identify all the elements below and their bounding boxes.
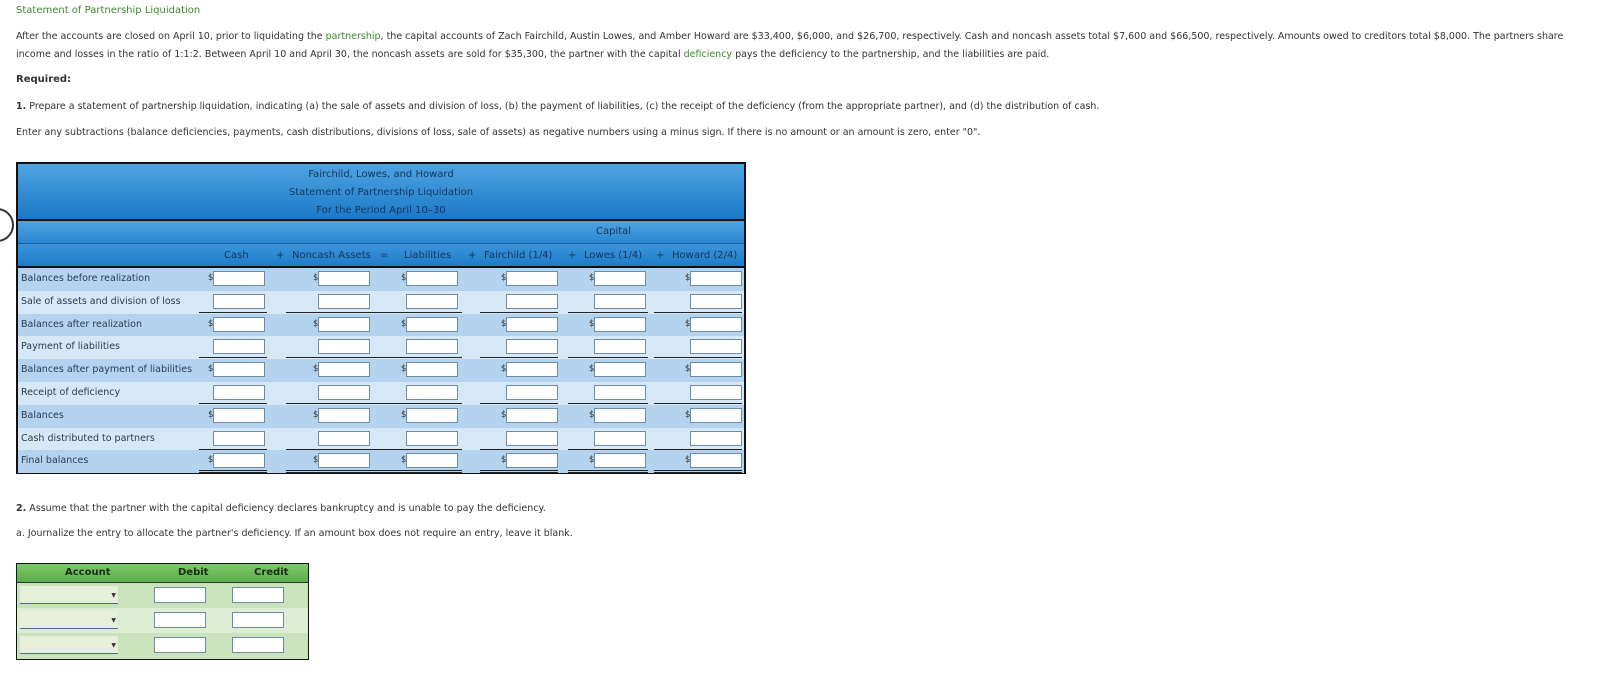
dollar-sign: $: [589, 455, 595, 466]
dollar-sign: $: [208, 409, 214, 420]
page-title: Statement of Partnership Liquidation: [16, 5, 201, 16]
amount-input[interactable]: [213, 362, 265, 377]
dollar-sign: $: [208, 364, 214, 375]
statement-row: [18, 405, 744, 428]
amount-input[interactable]: [213, 339, 265, 354]
journal-col-credit: Credit: [254, 567, 289, 578]
statement-row: [18, 291, 744, 314]
amount-input[interactable]: [594, 294, 646, 309]
total-double-rule: [374, 470, 462, 473]
total-double-rule: [480, 470, 558, 473]
dollar-sign: $: [685, 409, 691, 420]
amount-input[interactable]: [318, 453, 370, 468]
amount-input[interactable]: [213, 453, 265, 468]
deficiency-link[interactable]: deficiency: [683, 49, 733, 60]
dollar-sign: $: [401, 364, 407, 375]
statement-row: [18, 359, 744, 382]
statement-body: [18, 268, 744, 473]
col-lowes: Lowes (1/4): [584, 250, 643, 261]
amount-input[interactable]: [406, 317, 458, 332]
debit-input[interactable]: [154, 612, 206, 628]
dollar-sign: $: [401, 409, 407, 420]
problem-intro: After the accounts are closed on April 10, prior to liquidating the partnership, the capital accounts of Zach Fairchild, Austin Lowes, and Amber Howard are $33,400, $6,000, and $26,700, respectively. Cash and noncash assets total $7,600 and $66,500, respectively. Amounts owed to creditors total $8,000. The partners share income and losses in the ratio of 1:1:2. Between April 10 and April 30, the noncash assets are sold for $35,300, the partner with the capital deficiency pays the deficiency to the partnership, and the liabilities are paid.: [16, 31, 1564, 60]
amount-input[interactable]: [318, 362, 370, 377]
statement-heading-title: Statement of Partnership Liquidation: [288, 187, 474, 198]
dollar-sign: $: [313, 318, 319, 329]
dollar-sign: $: [208, 455, 214, 466]
dollar-sign: $: [685, 273, 691, 283]
statement-row: [18, 428, 744, 451]
statement-row: [18, 450, 744, 473]
dollar-sign: $: [313, 409, 319, 420]
journal-row: [17, 633, 308, 658]
col-cash: Cash: [224, 250, 249, 261]
amount-input[interactable]: [318, 317, 370, 332]
credit-input[interactable]: [232, 637, 284, 653]
statement-row: [18, 382, 744, 405]
op-plus: +: [276, 250, 285, 261]
row-label: Final balances: [21, 455, 89, 467]
amount-input[interactable]: [594, 317, 646, 332]
dollar-sign: $: [401, 455, 407, 466]
statement-row: [18, 268, 744, 291]
amount-input[interactable]: [506, 408, 558, 423]
dollar-sign: $: [501, 318, 507, 329]
amount-input[interactable]: [690, 385, 742, 400]
total-double-rule: [654, 470, 742, 473]
row-label: Payment of liabilities: [21, 341, 120, 353]
question-2a: a. Journalize the entry to allocate the partner's deficiency. If an amount box does not require an entry, leave it blank.: [16, 528, 573, 539]
amount-input[interactable]: [506, 339, 558, 354]
journal-row: [17, 583, 308, 608]
col-noncash: Noncash Assets: [292, 250, 371, 261]
dropdown-arrow-icon: ▼: [111, 642, 116, 649]
row-label: Balances after realization: [21, 318, 142, 330]
amount-input[interactable]: [594, 271, 646, 286]
statement-header: [18, 164, 744, 221]
amount-input[interactable]: [594, 453, 646, 468]
row-label: Receipt of deficiency: [21, 386, 121, 398]
amount-input[interactable]: [594, 339, 646, 354]
journal-col-account: Account: [65, 567, 111, 578]
amount-input[interactable]: [406, 362, 458, 377]
capital-label: Capital: [596, 226, 632, 237]
journal-col-debit: Debit: [178, 567, 209, 578]
dollar-sign: $: [589, 364, 595, 375]
row-label: Balances after payment of liabilities: [21, 364, 193, 376]
dollar-sign: $: [589, 318, 595, 329]
amount-input[interactable]: [690, 431, 742, 446]
row-label: Balances before realization: [21, 273, 151, 284]
amount-input[interactable]: [406, 453, 458, 468]
op-plus: +: [568, 250, 577, 261]
dollar-sign: $: [313, 455, 319, 466]
statement-heading-company: Fairchild, Lowes, and Howard: [308, 169, 454, 180]
amount-input[interactable]: [406, 339, 458, 354]
amount-input[interactable]: [318, 294, 370, 309]
amount-input[interactable]: [690, 271, 742, 286]
debit-input[interactable]: [154, 637, 206, 653]
account-select[interactable]: [20, 636, 118, 654]
amount-input[interactable]: [506, 431, 558, 446]
amount-input[interactable]: [690, 453, 742, 468]
dollar-sign: $: [589, 409, 595, 420]
capital-band: [18, 221, 744, 244]
dollar-sign: $: [501, 273, 507, 283]
total-double-rule: [568, 470, 648, 473]
amount-input[interactable]: [213, 431, 265, 446]
amount-input[interactable]: [506, 453, 558, 468]
statement-heading-period: For the Period April 10–30: [316, 205, 446, 216]
amount-input[interactable]: [506, 294, 558, 309]
dollar-sign: $: [501, 455, 507, 466]
dollar-sign: $: [589, 273, 595, 283]
row-label: Balances: [21, 409, 64, 421]
credit-input[interactable]: [232, 587, 284, 603]
amount-input[interactable]: [594, 385, 646, 400]
instructions: Enter any subtractions (balance deficiencies, payments, cash distributions, divisions of loss, sale of assets) as negative numbers using a minus sign. If there is no amount or an amount is zero, enter "0".: [16, 127, 981, 138]
amount-input[interactable]: [690, 294, 742, 309]
amount-input[interactable]: [318, 431, 370, 446]
op-plus: +: [468, 250, 477, 261]
question-2: 2. Assume that the partner with the capital deficiency declares bankruptcy and is unable to pay the deficiency.: [16, 503, 546, 514]
dollar-sign: $: [208, 318, 214, 329]
dollar-sign: $: [313, 364, 319, 375]
statement-row: [18, 314, 744, 337]
amount-input[interactable]: [213, 294, 265, 309]
col-liabilities: Liabilities: [404, 250, 452, 261]
col-fairchild: Fairchild (1/4): [484, 250, 553, 261]
amount-input[interactable]: [406, 431, 458, 446]
required-label: Required:: [16, 74, 72, 85]
amount-input[interactable]: [213, 271, 265, 286]
question-1: 1. Prepare a statement of partnership liquidation, indicating (a) the sale of assets and division of loss, (b) the payment of liabilities, (c) the receipt of the deficiency (from the appropriate partner), and (d) the distribution of cash.: [16, 101, 1100, 112]
account-select[interactable]: [20, 611, 118, 629]
dropdown-arrow-icon: ▼: [111, 592, 116, 599]
amount-input[interactable]: [690, 362, 742, 377]
amount-input[interactable]: [213, 317, 265, 332]
amount-input[interactable]: [406, 294, 458, 309]
partnership-link[interactable]: partnership: [325, 31, 381, 42]
amount-input[interactable]: [318, 271, 370, 286]
dollar-sign: $: [685, 364, 691, 375]
journal-table: [16, 563, 309, 660]
dollar-sign: $: [401, 273, 407, 283]
amount-input[interactable]: [406, 408, 458, 423]
dollar-sign: $: [313, 273, 319, 283]
amount-input[interactable]: [690, 408, 742, 423]
amount-input[interactable]: [594, 362, 646, 377]
amount-input[interactable]: [318, 385, 370, 400]
total-double-rule: [286, 470, 376, 473]
dropdown-arrow-icon: ▼: [111, 617, 116, 624]
op-plus: +: [656, 250, 665, 261]
dollar-sign: $: [501, 364, 507, 375]
amount-input[interactable]: [318, 408, 370, 423]
col-howard: Howard (2/4): [672, 250, 738, 261]
amount-input[interactable]: [506, 385, 558, 400]
amount-input[interactable]: [690, 317, 742, 332]
column-header-row: [18, 244, 744, 268]
dollar-sign: $: [685, 455, 691, 466]
scroll-marker-icon: [0, 208, 14, 242]
amount-input[interactable]: [690, 339, 742, 354]
op-equals: =: [380, 250, 389, 261]
amount-input[interactable]: [506, 271, 558, 286]
total-double-rule: [199, 470, 267, 473]
amount-input[interactable]: [406, 385, 458, 400]
liquidation-statement: [16, 162, 746, 474]
amount-input[interactable]: [213, 408, 265, 423]
amount-input[interactable]: [318, 339, 370, 354]
amount-input[interactable]: [594, 431, 646, 446]
account-select[interactable]: [20, 586, 118, 604]
debit-input[interactable]: [154, 587, 206, 603]
amount-input[interactable]: [594, 408, 646, 423]
amount-input[interactable]: [213, 385, 265, 400]
amount-input[interactable]: [506, 362, 558, 377]
row-label: Cash distributed to partners: [21, 432, 155, 444]
dollar-sign: $: [208, 273, 214, 283]
amount-input[interactable]: [406, 271, 458, 286]
journal-row: [17, 608, 308, 633]
dollar-sign: $: [501, 409, 507, 420]
dollar-sign: $: [401, 318, 407, 329]
statement-row: [18, 336, 744, 359]
row-label: Sale of assets and division of loss: [21, 295, 181, 307]
amount-input[interactable]: [506, 317, 558, 332]
credit-input[interactable]: [232, 612, 284, 628]
dollar-sign: $: [685, 318, 691, 329]
journal-header: [17, 564, 308, 583]
